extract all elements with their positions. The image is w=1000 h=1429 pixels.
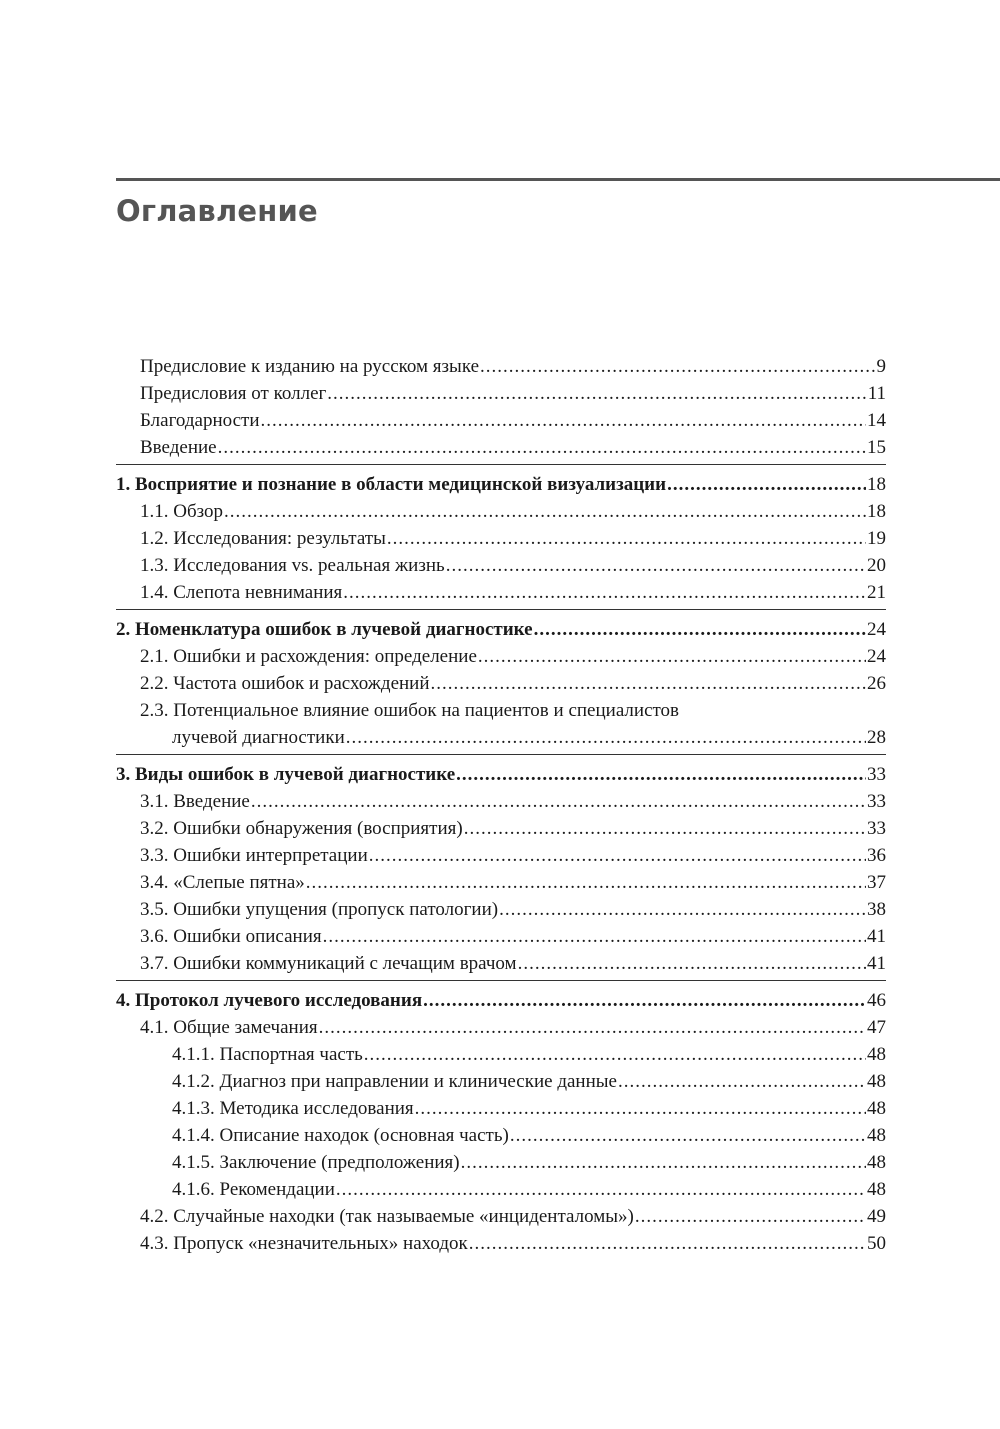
toc-entry-page: 24 (867, 646, 886, 667)
toc-entry-page: 50 (867, 1233, 886, 1254)
section-divider (116, 980, 886, 981)
toc-entry[interactable] (116, 842, 886, 869)
toc-subentry[interactable] (116, 1176, 886, 1203)
toc-subentry[interactable] (116, 1068, 886, 1095)
toc-subentry-title: 4.1.3. Методика исследования (172, 1098, 414, 1119)
toc-entry-title: Благодарности (140, 410, 260, 431)
dot-leader (456, 761, 866, 788)
toc-entry-introduction[interactable] (116, 434, 886, 461)
toc-subentry-page: 48 (867, 1152, 886, 1173)
toc-entry[interactable] (116, 1230, 886, 1257)
toc-entry-page: 11 (867, 383, 886, 404)
dot-leader (635, 1203, 866, 1230)
toc-entry[interactable] (116, 1203, 886, 1230)
toc-entry-title: 1.2. Исследования: результаты (140, 528, 386, 549)
toc-chapter-1[interactable] (116, 471, 886, 498)
toc-entry-page: 28 (867, 727, 886, 748)
toc-subentry-page: 48 (867, 1044, 886, 1065)
toc-subentry-page: 48 (867, 1098, 886, 1119)
toc-chapter-3[interactable] (116, 761, 886, 788)
toc-entry-title: 1.4. Слепота невнимания (140, 582, 343, 603)
toc-chapter-title: 3. Виды ошибок в лучевой диагностике (116, 764, 456, 785)
dot-leader (343, 579, 866, 606)
toc-entry-acknowledgements[interactable] (116, 407, 886, 434)
dot-leader (224, 498, 866, 525)
toc-entry-title: 2.1. Ошибки и расхождения: определение (140, 646, 477, 667)
toc-entry-title: Предисловие к изданию на русском языке (140, 356, 480, 377)
table-of-contents (116, 353, 886, 1257)
toc-entry-page: 18 (867, 501, 886, 522)
section-divider (116, 464, 886, 465)
page-title: Оглавление (116, 194, 318, 228)
dot-leader (518, 950, 866, 977)
toc-entry-title: 3.2. Ошибки обнаружения (восприятия) (140, 818, 463, 839)
toc-entry-title: 3.4. «Слепые пятна» (140, 872, 305, 893)
toc-entry-title: 1.3. Исследования vs. реальная жизнь (140, 555, 445, 576)
toc-subentry-title: 4.1.4. Описание находок (основная часть) (172, 1125, 509, 1146)
toc-entry[interactable] (116, 923, 886, 950)
toc-entry[interactable] (116, 525, 886, 552)
dot-leader (323, 923, 866, 950)
toc-subentry-title: 4.1.6. Рекомендации (172, 1179, 335, 1200)
toc-entry[interactable] (116, 869, 886, 896)
toc-entry-title: 3.6. Ошибки описания (140, 926, 322, 947)
toc-entry-page: 36 (867, 845, 886, 866)
dot-leader (251, 788, 866, 815)
dot-leader (510, 1122, 866, 1149)
toc-entry[interactable] (116, 788, 886, 815)
toc-entry-page: 20 (867, 555, 886, 576)
toc-entry-page: 41 (867, 926, 886, 947)
dot-leader (499, 896, 866, 923)
toc-entry-title: 2.2. Частота ошибок и расхождений (140, 673, 430, 694)
toc-entry[interactable] (116, 552, 886, 579)
toc-entry[interactable] (116, 815, 886, 842)
dot-leader (218, 434, 866, 461)
toc-entry-title: 3.1. Введение (140, 791, 250, 812)
dot-leader (446, 552, 866, 579)
toc-entry-title: 1.1. Обзор (140, 501, 224, 522)
dot-leader (469, 1230, 866, 1257)
toc-entry[interactable] (116, 643, 886, 670)
toc-entry[interactable] (116, 579, 886, 606)
toc-chapter-2[interactable] (116, 616, 886, 643)
toc-entry-title: 4.2. Случайные находки (так называемые «инциденталомы») (140, 1206, 634, 1227)
toc-subentry-title: 4.1.1. Паспортная часть (172, 1044, 363, 1065)
toc-entry-title: Введение (140, 437, 217, 458)
toc-entry-page: 41 (867, 953, 886, 974)
section-divider (116, 609, 886, 610)
toc-entry-page: 38 (867, 899, 886, 920)
toc-entry-page: 33 (867, 791, 886, 812)
toc-entry-wrapped-first-line[interactable] (116, 697, 886, 724)
dot-leader (369, 842, 866, 869)
toc-entry-page: 19 (867, 528, 886, 549)
toc-chapter-4[interactable] (116, 987, 886, 1014)
dot-leader (327, 380, 866, 407)
toc-entry[interactable] (116, 950, 886, 977)
dot-leader (478, 643, 866, 670)
toc-entry-page: 26 (867, 673, 886, 694)
toc-subentry-page: 48 (867, 1125, 886, 1146)
section-divider (116, 754, 886, 755)
toc-entry-page: 9 (876, 356, 886, 377)
toc-entry-title: 4.1. Общие замечания (140, 1017, 318, 1038)
header-rule (116, 178, 1000, 181)
toc-entry-title: 4.3. Пропуск «незначительных» находок (140, 1233, 468, 1254)
dot-leader (336, 1176, 866, 1203)
toc-subentry[interactable] (116, 1041, 886, 1068)
toc-entry-page: 33 (867, 818, 886, 839)
dot-leader (306, 869, 866, 896)
toc-entry[interactable] (116, 670, 886, 697)
toc-entry-wrapped-second-line[interactable] (116, 724, 886, 751)
toc-entry-title: 3.5. Ошибки упущения (пропуск патологии) (140, 899, 499, 920)
toc-entry-page: 14 (867, 410, 886, 431)
dot-leader (261, 407, 867, 434)
toc-subentry[interactable] (116, 1122, 886, 1149)
toc-chapter-title: 2. Номенклатура ошибок в лучевой диагностике (116, 619, 533, 640)
toc-entry-foreword-russian[interactable] (116, 353, 886, 380)
toc-subentry-title: 4.1.5. Заключение (предположения) (172, 1152, 460, 1173)
dot-leader (461, 1149, 866, 1176)
dot-leader (319, 1014, 866, 1041)
toc-entry[interactable] (116, 498, 886, 525)
dot-leader (431, 670, 867, 697)
toc-entry-title: 3.3. Ошибки интерпретации (140, 845, 368, 866)
dot-leader (534, 616, 866, 643)
toc-entry-page: 21 (867, 582, 886, 603)
dot-leader (364, 1041, 866, 1068)
toc-entry-page: 37 (867, 872, 886, 893)
dot-leader (423, 987, 866, 1014)
toc-entry-page: 15 (867, 437, 886, 458)
toc-entry-forewords-colleagues[interactable] (116, 380, 886, 407)
toc-chapter-title: 4. Протокол лучевого исследования (116, 990, 423, 1011)
toc-chapter-page: 18 (867, 474, 886, 495)
toc-entry-title-continued: лучевой диагностики (172, 727, 345, 748)
toc-subentry-page: 48 (867, 1179, 886, 1200)
toc-entry[interactable] (116, 896, 886, 923)
toc-chapter-page: 46 (867, 990, 886, 1011)
toc-entry-title: 3.7. Ошибки коммуникаций с лечащим врачом (140, 953, 517, 974)
dot-leader (618, 1068, 866, 1095)
toc-entry[interactable] (116, 1014, 886, 1041)
toc-entry-page: 49 (867, 1206, 886, 1227)
dot-leader (667, 471, 866, 498)
toc-subentry-title: 4.1.2. Диагноз при направлении и клинические данные (172, 1071, 617, 1092)
toc-entry-title: 2.3. Потенциальное влияние ошибок на пациентов и специалистов (140, 700, 680, 721)
toc-subentry[interactable] (116, 1095, 886, 1122)
toc-subentry[interactable] (116, 1149, 886, 1176)
toc-entry-page: 47 (867, 1017, 886, 1038)
toc-chapter-page: 33 (867, 764, 886, 785)
dot-leader (346, 724, 866, 751)
dot-leader (415, 1095, 866, 1122)
dot-leader (480, 353, 875, 380)
dot-leader (387, 525, 866, 552)
toc-entry-title: Предисловия от коллег (140, 383, 327, 404)
toc-chapter-title: 1. Восприятие и познание в области медицинской визуализации (116, 474, 667, 495)
toc-subentry-page: 48 (867, 1071, 886, 1092)
toc-chapter-page: 24 (867, 619, 886, 640)
dot-leader (464, 815, 866, 842)
